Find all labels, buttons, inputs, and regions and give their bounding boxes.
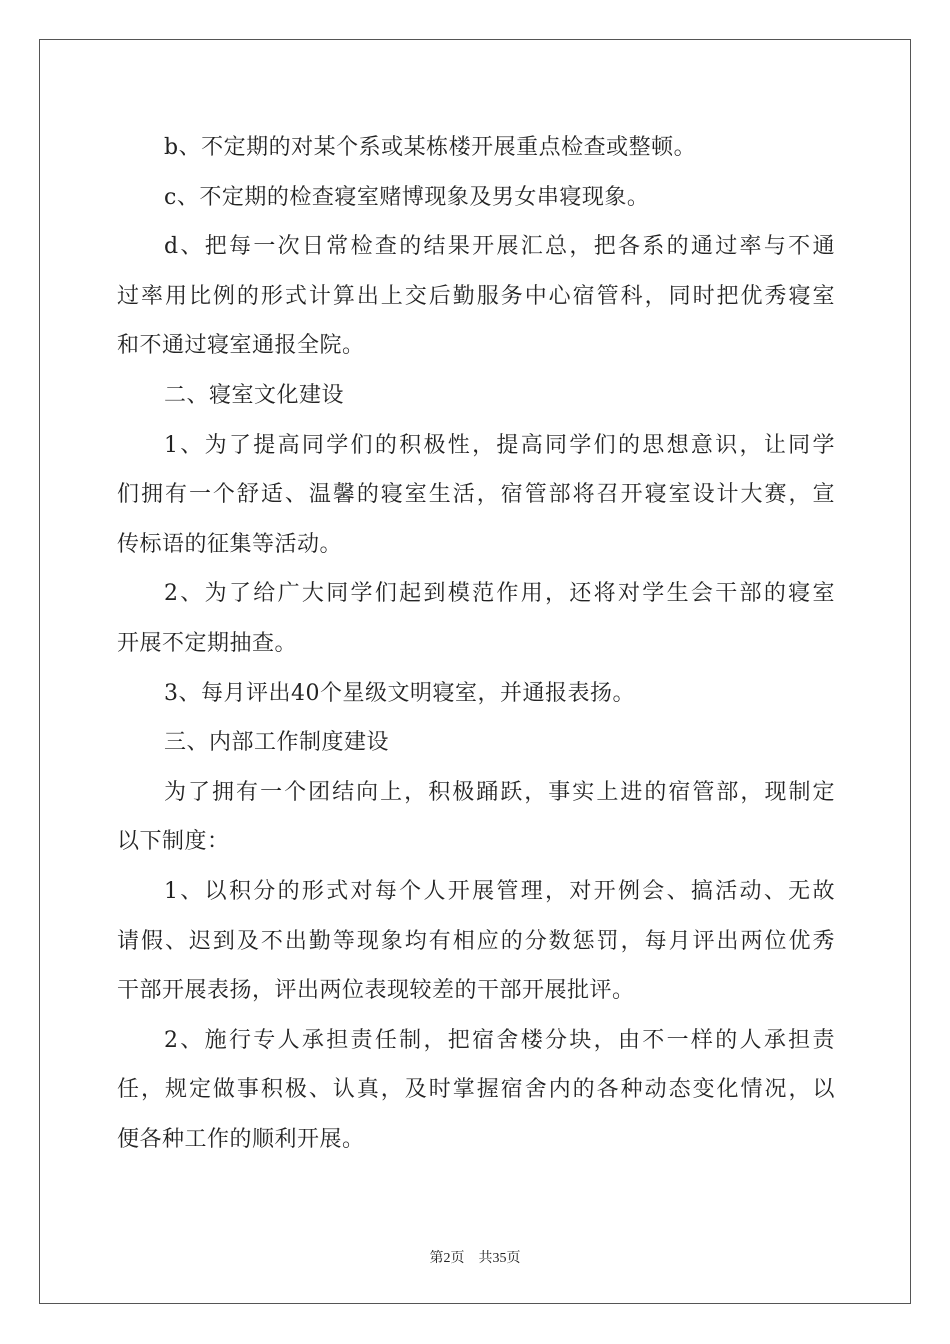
text-line: 3、每月评出40个星级文明寝室，并通报表扬。 <box>164 680 635 706</box>
text-line: 干部开展表扬，评出两位表现较差的干部开展批评。 <box>117 978 635 1004</box>
text-line: 二、寝室文化建设 <box>164 382 345 408</box>
text-line: d、把每一次日常检查的结果开展汇总，把各系的通过率与不通 <box>164 234 835 260</box>
paragraph <box>117 569 835 668</box>
text-line: b、不定期的对某个系或某栋楼开展重点检查或整顿。 <box>164 135 697 160</box>
paragraph <box>117 768 835 867</box>
text-line: 们拥有一个舒适、温馨的寝室生活，宿管部将召开寝室设计大赛，宣 <box>117 482 835 508</box>
paragraph <box>117 669 835 719</box>
text-line: 三、内部工作制度建设 <box>164 730 390 756</box>
paragraph <box>117 867 835 1016</box>
text-line: 任，规定做事积极、认真，及时掌握宿舍内的各种动态变化情况，以 <box>117 1077 835 1103</box>
text-line: 2、为了给广大同学们起到模范作用，还将对学生会干部的寝室 <box>164 581 835 607</box>
text-line: 便各种工作的顺利开展。 <box>117 1126 365 1152</box>
page-number: 第2页 <box>429 1251 465 1266</box>
paragraph <box>117 718 835 768</box>
paragraph <box>117 173 835 223</box>
paragraph <box>117 1016 835 1165</box>
text-line: 和不通过寝室通报全院。 <box>117 333 365 359</box>
text-line: 为了拥有一个团结向上，积极踊跃，事实上进的宿管部，现制定 <box>164 779 835 805</box>
paragraph <box>117 222 835 371</box>
text-line: 开展不定期抽查。 <box>117 630 298 656</box>
document-body <box>117 123 835 1164</box>
text-line: 1、为了提高同学们的积极性，提高同学们的思想意识，让同学 <box>164 432 835 458</box>
text-line: 1、以积分的形式对每个人开展管理，对开例会、搞活动、无故 <box>164 878 835 904</box>
text-line: c、不定期的检查寝室赌博现象及男女串寝现象。 <box>164 184 650 210</box>
paragraph <box>117 123 835 173</box>
text-line: 2、施行专人承担责任制，把宿舍楼分块，由不一样的人承担责 <box>164 1027 835 1053</box>
page-footer <box>0 1247 950 1267</box>
text-line: 过率用比例的形式计算出上交后勤服务中心宿管科，同时把优秀寝室 <box>117 283 835 309</box>
text-line: 传标语的征集等活动。 <box>117 531 343 557</box>
paragraph <box>117 421 835 570</box>
page-total: 共35页 <box>478 1251 521 1266</box>
text-line: 请假、迟到及不出勤等现象均有相应的分数惩罚，每月评出两位优秀 <box>117 928 835 954</box>
paragraph <box>117 371 835 421</box>
text-line: 以下制度： <box>117 829 230 855</box>
